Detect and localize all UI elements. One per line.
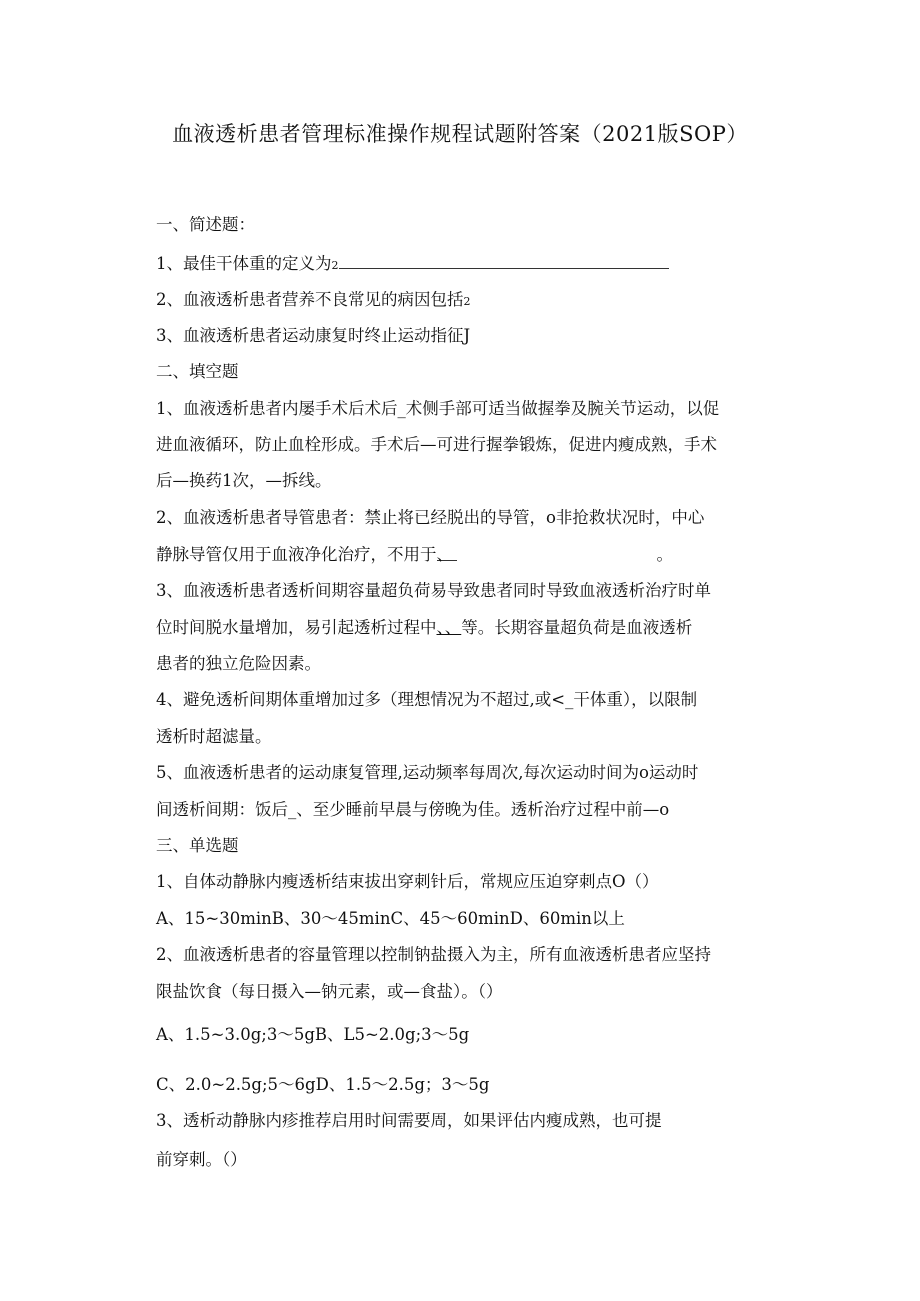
answer-options: A、1.5~3.0g;3～5gB、L5~2.0g;3～5g	[156, 1025, 470, 1044]
answer-blank: 、	[437, 544, 457, 561]
question-mark: 2	[463, 295, 471, 308]
question-label: 1、最佳干体重的定义为	[156, 254, 332, 273]
question-end: 。	[656, 545, 673, 564]
question-text: 2、血液透析患者导管患者：禁止将已经脱出的导管，o非抢救状况时，中心	[156, 508, 705, 527]
question-label: 2、血液透析患者营养不良常见的病因包括	[156, 290, 464, 309]
question-text: 间透析间期：饭后_、至少睡前早晨与傍晚为佳。透析治疗过程中前—o	[156, 800, 670, 819]
question-text	[156, 252, 669, 277]
page-title: 血液透析患者管理标准操作规程试题附答案（2021版SOP）	[172, 122, 748, 146]
question-text: 1、自体动静脉内瘦透析结束拔出穿刺针后，常规应压迫穿刺点O（）	[156, 872, 659, 891]
question-text	[156, 289, 471, 313]
answer-options: C、2.0~2.5g;5～6gD、1.5～2.5g；3～5g	[156, 1075, 490, 1094]
question-text: 3、血液透析患者运动康复时终止运动指征J	[156, 326, 471, 345]
question-text: 进血液循环，防止血栓形成。手术后—可进行握拳锻炼，促进内瘦成熟，手术	[156, 435, 717, 454]
question-text	[156, 617, 692, 639]
answer-blank: 、、	[436, 618, 462, 637]
question-text: 患者的独立危险因素。	[156, 654, 321, 673]
question-text: 2、血液透析患者的容量管理以控制钠盐摄入为主，所有血液透析患者应坚持	[156, 945, 711, 964]
question-text: 后—换药1次，—拆线。	[156, 471, 332, 490]
section-heading-short-answer: 一、简述题：	[156, 215, 255, 234]
question-text: 1、血液透析患者内屡手术后术后_术侧手部可适当做握拳及腕关节运动，以促	[156, 399, 720, 418]
question-text: 3、血液透析患者透析间期容量超负荷易导致患者同时导致血液透析治疗时单	[156, 581, 711, 600]
question-mark: 2	[331, 259, 339, 272]
question-label: 等。长期容量超负荷是血液透析	[461, 618, 693, 637]
question-text	[156, 544, 673, 566]
question-text: 前穿刺。（）	[156, 1150, 247, 1169]
question-label: 位时间脱水量增加，易引起透析过程中	[156, 618, 437, 637]
question-text: 透析时超滤量。	[156, 727, 272, 746]
question-text: 4、避免透析间期体重增加过多（理想情况为不超过,或<_干体重），以限制	[156, 690, 698, 709]
question-text: 5、血液透析患者的运动康复管理,运动频率每周次,每次运动时间为o运动时	[156, 763, 699, 782]
question-text: 3、透析动静脉内疹推荐启用时间需要周，如果评估内瘦成熟，也可提	[156, 1111, 662, 1130]
question-label: 静脉导管仅用于血液净化治疗，不用于	[156, 545, 437, 564]
answer-blank	[339, 252, 669, 269]
section-heading-fill-blank: 二、填空题	[156, 362, 239, 381]
section-heading-single-choice: 三、单选题	[156, 836, 239, 855]
question-text: 限盐饮食（每日摄入—钠元素，或—食盐）。（）	[156, 982, 503, 1001]
answer-options: A、15~30minB、30～45minC、45～60minD、60min以上	[156, 909, 625, 928]
